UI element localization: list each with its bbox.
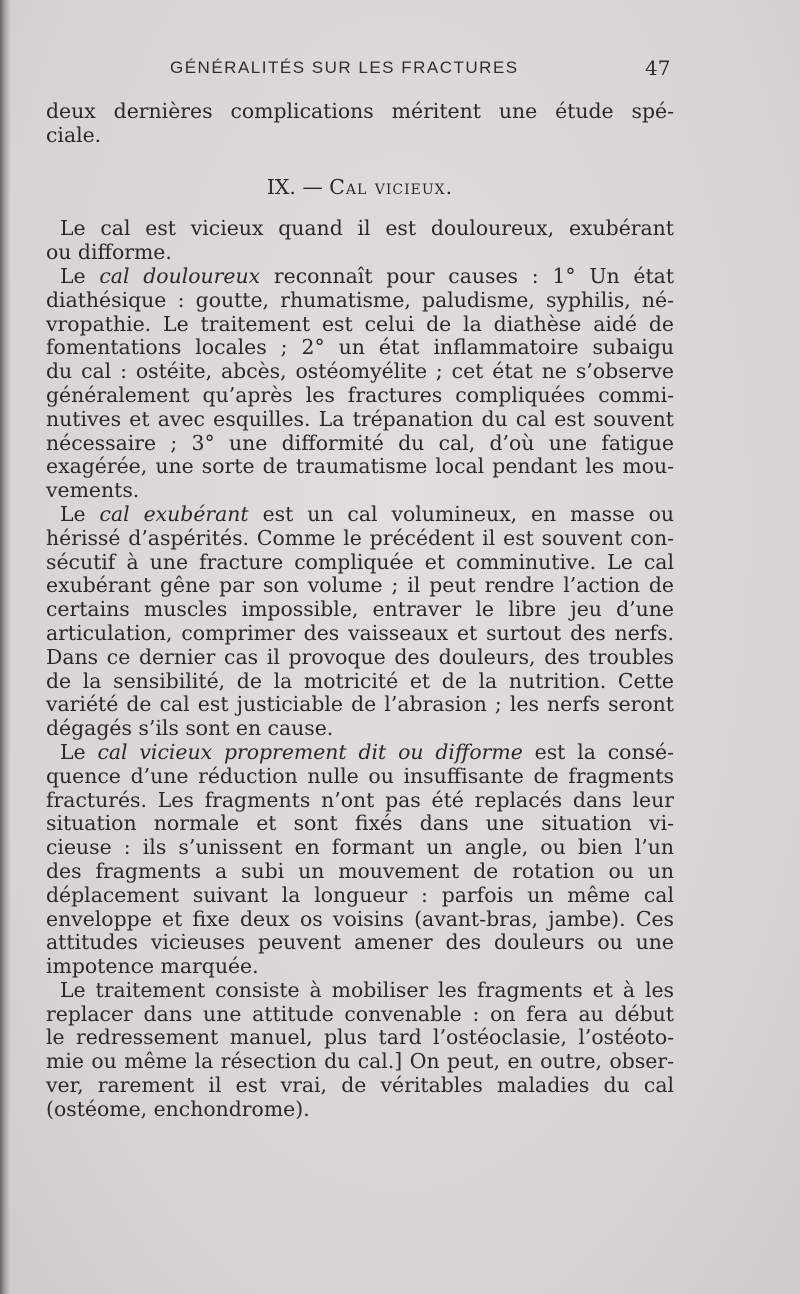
term-cal-douloureux: cal douloureux	[99, 264, 261, 288]
text-line: hérissé d’aspérités. Comme le précédent il est souvent con-	[46, 526, 674, 550]
text-line: déplacement suivant la longueur : parfois un même cal	[46, 883, 674, 907]
text-line: dégagés s’ils sont en cause.	[46, 716, 334, 741]
text-line: fracturés. Les fragments n’ont pas été replacés dans leur	[46, 788, 674, 812]
paragraph-first-line: Le cal douloureux reconnaît pour causes : 1° Un état	[60, 264, 674, 288]
text-line: le redressement manuel, plus tard l’ostéoclasie, l’ostéoto-	[46, 1026, 674, 1050]
text-line: articulation, comprimer des vaisseaux et surtout des nerfs.	[46, 621, 674, 645]
body-text	[46, 100, 674, 1122]
text-line: fomentations locales ; 2° un état inflammatoire subaigu	[46, 336, 674, 360]
text-line: situation normale et sont fixés dans une situation vi-	[46, 812, 674, 836]
text-line: exubérant gêne par son volume ; il peut rendre l’action de	[46, 574, 674, 598]
page-header	[0, 58, 800, 88]
running-head: GÉNÉRALITÉS SUR LES FRACTURES	[170, 58, 519, 77]
text-line: certains muscles impossible, entraver le libre jeu d’une	[46, 598, 674, 622]
text-line: nécessaire ; 3° une difformité du cal, d’où une fatigue	[46, 431, 674, 455]
page-binding-shadow	[0, 0, 10, 1294]
paragraph-first-line: Le traitement consiste à mobiliser les fragments et à les	[60, 978, 674, 1002]
text-line: enveloppe et fixe deux os voisins (avant-bras, jambe). Ces	[46, 907, 674, 931]
term-cal-vicieux: cal vicieux proprement dit ou difforme	[97, 740, 523, 764]
text-line: sécutif à une fracture compliquée et comminutive. Le cal	[46, 550, 674, 574]
text-line: quence d’une réduction nulle ou insuffisante de fragments	[46, 764, 674, 788]
page-number: 47	[645, 56, 671, 80]
text-line: ciale.	[46, 122, 102, 147]
text-line: replacer dans une attitude convenable : on fera au début	[46, 1002, 674, 1026]
text-line: impotence marquée.	[46, 954, 259, 979]
paragraph-first-line: Le cal vicieux proprement dit ou difforme est la consé-	[60, 740, 674, 764]
paragraph-first-line: Le cal exubérant est un cal volumineux, en masse ou	[60, 502, 674, 526]
section-number: IX.	[266, 174, 296, 199]
section-dash: —	[295, 174, 330, 199]
text-line: mie ou même la résection du cal.] On peut, en outre, obser-	[46, 1050, 674, 1074]
section-heading	[46, 176, 674, 200]
text-line: vements.	[46, 478, 140, 503]
text-line: deux dernières complications méritent une étude spé-	[46, 100, 674, 123]
text-line: attitudes vicieuses peuvent amener des douleurs ou une	[46, 931, 674, 955]
text-line: Le cal est vicieux quand il est douloureux, exubérant	[60, 217, 674, 241]
text-line: vropathie. Le traitement est celui de la diathèse aidé de	[46, 312, 674, 336]
term-cal-exuberant: cal exubérant	[99, 502, 249, 526]
text-line: généralement qu’après les fractures compliquées commi-	[46, 383, 674, 407]
section-title: Cal vicieux.	[329, 174, 454, 199]
text-line: Dans ce dernier cas il provoque des douleurs, des troubles	[46, 645, 674, 669]
text-line: (ostéome, enchondrome).	[46, 1096, 310, 1121]
text-line: diathésique : goutte, rhumatisme, paludisme, syphilis, né-	[46, 288, 674, 312]
text-line: ou difforme.	[46, 240, 172, 265]
text-line: nutives et avec esquilles. La trépanation du cal est souvent	[46, 407, 674, 431]
text-line: cieuse : ils s’unissent en formant un angle, ou bien l’un	[46, 836, 674, 860]
text-line: exagérée, une sorte de traumatisme local pendant les mou-	[46, 455, 674, 479]
text-line: de la sensibilité, de la motricité et de la nutrition. Cette	[46, 669, 674, 693]
text-line: ver, rarement il est vrai, de véritables maladies du cal	[46, 1074, 674, 1098]
text-line: du cal : ostéite, abcès, ostéomyélite ; cet état ne s’observe	[46, 360, 674, 384]
text-line: des fragments a subi un mouvement de rotation ou un	[46, 859, 674, 883]
text-line: variété de cal est justiciable de l’abrasion ; les nerfs seront	[46, 693, 674, 717]
